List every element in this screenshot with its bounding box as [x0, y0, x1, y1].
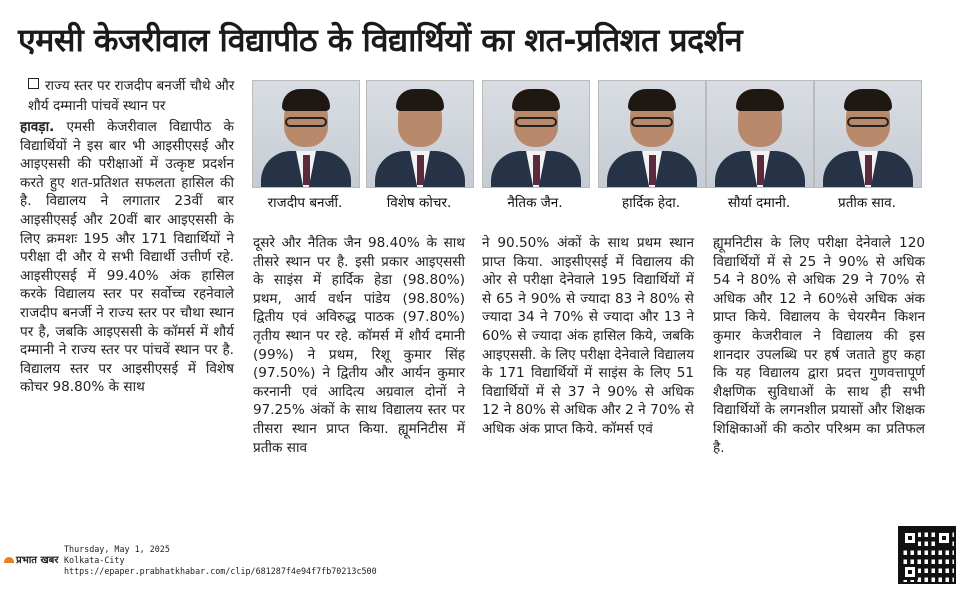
- student-photo: [706, 80, 812, 212]
- qr-code-icon[interactable]: [898, 526, 956, 584]
- qr-finder: [936, 530, 952, 546]
- qr-finder: [902, 564, 918, 580]
- photo-caption: राजदीप बनर्जी.: [267, 195, 343, 211]
- student-portrait: [482, 80, 590, 188]
- photo-caption: प्रतीक साव.: [838, 195, 896, 211]
- column-2-text: दूसरे और नैतिक जैन 98.40% के साथ तीसरे स्थान पर है. इसी प्रकार आइएससी के साइंस में हार्दिक हेडा (98.80%) प्रथम, आर्य वर्धन पांडेय (98.80%) द्वितीय एवं अविरुद्ध पाठक (97.80%) तृतीय स्थान पर रहे. कॉमर्स में शौर्य दमानी (99%) ने प्रथम, रिशू कुमार सिंह (97.50%) ने द्वितीय और आर्यन कुमार करनानी एवं आदित्य अग्रवाल दोनों ने 97.25% अंकों के साथ विद्यालय स्तर पर तीसरा स्थान प्राप्त किया. ह्यूमनिटीस में प्रतीक साव: [253, 235, 465, 456]
- student-photos: [252, 80, 920, 215]
- student-portrait: [366, 80, 474, 188]
- column-1-text: एमसी केजरीवाल विद्यापीठ के विद्यार्थियों ने इस बार भी आइसीएसई और आइएससी की परीक्षाओं में उत्कृष्ट प्रदर्शन करते हुए शत-प्रतिशत सफलता हासिल की है. विद्यालय ने लगातार 23वीं बार आइसीएसई और 20वीं बार आइएससी के लिए क्रमशः 195 और 171 विद्यार्थियों ने परीक्षा दी और ये सभी विद्यार्थी उत्तीर्ण रहे. आइसीएसई में 99.40% अंक हासिल करके विद्यालय स्तर पर सर्वोच्च रहनेवाले राजदीप बनर्जी ने राज्य स्तर पर चौथा स्थान पर है, जबकि आइएससी के कॉमर्स में शौर्य दम्मानी ने राज्य स्तर पर पांचवें स्थान पर है. विद्यालय स्तर पर आइसीएसई में विशेष कोचर 98.80% के साथ: [20, 119, 234, 396]
- article-column-4: [713, 234, 925, 457]
- student-portrait: [814, 80, 922, 188]
- subheadline: [28, 76, 238, 116]
- clip-url[interactable]: https://epaper.prabhatkhabar.com/clip/681287f4e94f7fb70213c500: [64, 566, 377, 576]
- student-photo: [482, 80, 588, 212]
- clip-meta: [64, 544, 377, 577]
- publish-date: Thursday, May 1, 2025: [64, 544, 170, 554]
- photo-caption: हार्दिक हेदा.: [621, 195, 681, 211]
- student-photo: [252, 80, 358, 212]
- subheadline-text: राज्य स्तर पर राजदीप बनर्जी चौथे और शौर्य दम्मानी पांचवें स्थान पर: [28, 78, 235, 114]
- sun-logo-icon: [4, 557, 14, 563]
- checkbox-bullet-icon: [28, 78, 39, 89]
- article-column-1: [20, 118, 234, 397]
- student-portrait: [252, 80, 360, 188]
- article-column-3: [482, 234, 694, 439]
- edition: Kolkata-City: [64, 555, 125, 565]
- column-4-text: ह्यूमनिटीस के लिए परीक्षा देनेवाले 120 विद्यार्थियों में से 25 ने 90% से अधिक 54 ने 80% से अधिक 29 ने 70% से अधिक और 12 ने 60%से अधिक अंक प्राप्त किये. विद्यालय के चेयरमैन किशन कुमार केजरीवाल ने विद्यालय की इस शानदार उपलब्धि पर हर्ष जताते हुए कहा कि यह विद्यालय द्वारा प्रदत्त गुणवत्तापूर्ण शैक्षणिक सुविधाओं के साथ ही सभी विद्यार्थियों के लगनशील प्रयासों और शिक्षक शिक्षिकाओं की कठोर परिश्रम का प्रतिफल है.: [713, 235, 925, 456]
- qr-finder: [902, 530, 918, 546]
- photo-caption: विशेष कोचर.: [386, 195, 452, 211]
- footer: [0, 540, 967, 589]
- student-photo: [598, 80, 704, 212]
- student-portrait: [598, 80, 706, 188]
- dateline: हावड़ा.: [20, 119, 55, 135]
- newspaper-logo: [4, 552, 58, 566]
- student-photo: [366, 80, 472, 212]
- headline: एमसी केजरीवाल विद्यापीठ के विद्यार्थियों का शत-प्रतिशत प्रदर्शन: [18, 21, 743, 59]
- column-3-text: ने 90.50% अंकों के साथ प्रथम स्थान प्राप्त किया. आइसीएसई में विद्यालय की ओर से परीक्षा देनेवाले 195 विद्यार्थियों में से 65 ने 90% से ज्यादा 83 ने 80% से ज्यादा 34 ने 70% से ज्यादा और 13 ने 60% से ज्यादा अंक हासिल किये, जबकि आइएससी. के लिए परीक्षा देनेवाले विद्यालय के 171 विद्यार्थियों में साइंस के लिए 51 विद्यार्थियों में से 37 ने 90% से अधिक 12 ने 80% से अधिक और 2 ने 70% से अधिक अंक प्राप्त किये. कॉमर्स एवं: [482, 235, 694, 437]
- article-column-2: [253, 234, 465, 457]
- student-photo: [814, 80, 920, 212]
- photo-caption: नैतिक जैन.: [507, 195, 563, 211]
- student-portrait: [706, 80, 814, 188]
- photo-caption: सौर्या दमानी.: [727, 195, 791, 211]
- logo-text: प्रभात खबर: [16, 555, 59, 566]
